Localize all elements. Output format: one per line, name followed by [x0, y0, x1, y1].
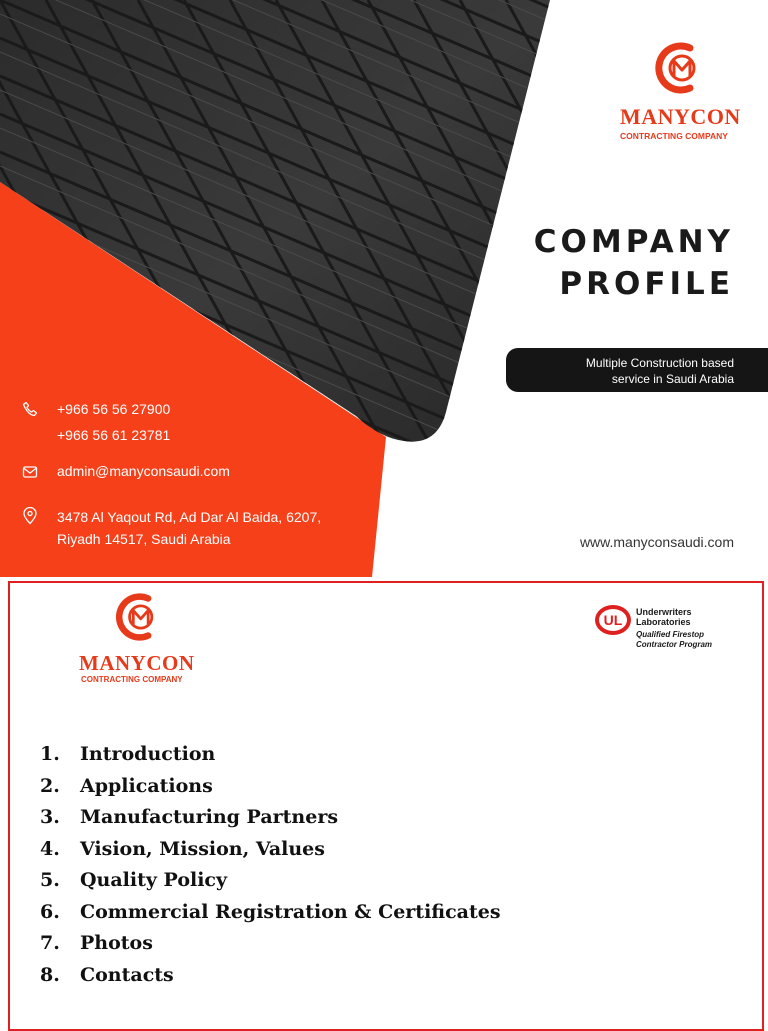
toc-item-label: Quality Policy: [80, 869, 228, 891]
contents-page: [8, 581, 764, 1031]
toc-item-label: Photos: [80, 932, 153, 954]
manycon-logo-icon: [650, 40, 706, 96]
ul-line2: Laboratories: [636, 617, 691, 627]
cover-title-line1: COMPANY: [533, 224, 734, 260]
location-pin-icon: [22, 507, 38, 525]
toc-item[interactable]: [40, 838, 501, 870]
toc-item-number: 1.: [40, 743, 60, 765]
toc-item-label: Introduction: [80, 743, 216, 765]
ul-mark-icon: [593, 603, 633, 637]
phone-number-1[interactable]: +966 56 56 27900: [57, 401, 171, 417]
tagline-line1: Multiple Construction based: [585, 356, 734, 370]
phone-number-2[interactable]: +966 56 61 23781: [57, 427, 171, 443]
toc-item-label: Applications: [80, 774, 213, 797]
toc-item[interactable]: [40, 901, 501, 933]
cover-title-line2: PROFILE: [559, 266, 734, 302]
toc-item[interactable]: [40, 932, 501, 964]
email-address[interactable]: admin@manyconsaudi.com: [57, 463, 230, 479]
toc-item-label: Contacts: [80, 963, 174, 986]
website-link[interactable]: www.manyconsaudi.com: [579, 534, 734, 550]
tagline-line2: service in Saudi Arabia: [611, 372, 734, 386]
toc-item-label: Vision, Mission, Values: [80, 837, 325, 860]
toc-item[interactable]: [40, 806, 501, 838]
table-of-contents: [40, 743, 501, 995]
toc-item-number: 4.: [40, 837, 60, 860]
toc-item-number: 6.: [40, 900, 60, 923]
address-line2: Riyadh 14517, Saudi Arabia: [57, 531, 231, 547]
brand-name: MANYCON: [79, 651, 195, 675]
ul-mark-text: UL: [603, 612, 623, 628]
toc-item-number: 5.: [40, 869, 60, 891]
toc-item-number: 2.: [40, 774, 60, 797]
phone-icon: [22, 401, 38, 417]
ul-line1: Underwriters: [636, 607, 692, 617]
toc-item[interactable]: [40, 869, 501, 901]
address-line1: 3478 Al Yaqout Rd, Ad Dar Al Baida, 6207,: [57, 509, 322, 525]
toc-item-number: 7.: [40, 932, 60, 954]
mail-icon: [22, 465, 38, 479]
toc-item-label: Manufacturing Partners: [80, 806, 339, 828]
brand-subtitle: CONTRACTING COMPANY: [620, 131, 728, 141]
ul-line3: Qualified Firestop: [636, 630, 705, 639]
toc-item[interactable]: [40, 775, 501, 807]
toc-item[interactable]: [40, 964, 501, 996]
toc-item-number: 8.: [40, 963, 60, 986]
manycon-logo-icon: [111, 591, 163, 643]
ul-line4: Contractor Program: [636, 640, 713, 649]
toc-item[interactable]: [40, 743, 501, 775]
toc-item-number: 3.: [40, 806, 60, 828]
toc-item-label: Commercial Registration & Certificates: [80, 900, 501, 923]
brand-name: MANYCON: [620, 104, 741, 129]
brand-subtitle: CONTRACTING COMPANY: [81, 675, 183, 684]
